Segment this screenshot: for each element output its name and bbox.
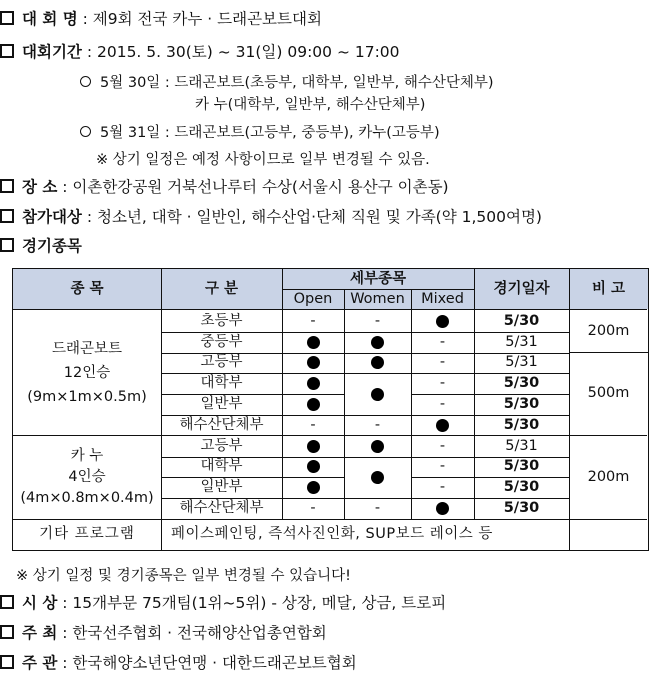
- group-dragonboat: [13, 311, 161, 435]
- divider: [344, 353, 411, 354]
- host-value: 한국선주협회 · 전국해양산업총연합회: [72, 624, 327, 642]
- filled-circle-icon: [371, 440, 384, 453]
- row-9-open: -: [310, 500, 316, 517]
- divider: [282, 332, 344, 333]
- filled-circle-icon: [371, 336, 384, 349]
- row-0-date: 5/30: [503, 312, 540, 329]
- checkbox-bullet: [0, 11, 14, 25]
- group-dragonboat-name: 드래곤보트: [51, 341, 123, 357]
- row-8-division: 일반부: [200, 479, 243, 496]
- divider: [161, 477, 282, 478]
- period-line: 대회기간 : 2015. 5. 30(토) ~ 31(일) 09:00 ~ 17:00: [0, 41, 400, 63]
- divider: [161, 498, 282, 499]
- checkbox-bullet: [0, 209, 14, 223]
- row-3-open: [282, 373, 344, 394]
- event-name-value: 제9회 전국 카누 · 드래곤보트대회: [92, 10, 322, 28]
- organizer-value: 한국해양소년단연맹 · 대한드래곤보트협회: [72, 654, 357, 672]
- row-4-date: 5/30: [503, 396, 540, 413]
- divider: [569, 269, 570, 550]
- row-5-mixed: [411, 415, 474, 436]
- schedule-day-1-date: 5월 30일: [100, 75, 161, 91]
- divider: [411, 289, 412, 519]
- row-2-open: [282, 353, 344, 374]
- divider: [282, 477, 344, 478]
- schedule-note: ※ 상기 일정은 예정 사항이므로 일부 변경될 수 있음.: [96, 152, 430, 168]
- row-0-division: 초등부: [200, 312, 243, 329]
- header-open: Open: [282, 289, 344, 309]
- organizer-label: 주 관: [22, 654, 58, 672]
- event-name-label: 대 회 명: [22, 10, 78, 28]
- divider: [282, 415, 344, 416]
- row-6-division: 고등부: [200, 437, 243, 454]
- event-name-line: 대 회 명 : 제9회 전국 카누 · 드래곤보트대회: [0, 8, 322, 30]
- row-1-open: [282, 332, 344, 353]
- row-0-women: -: [374, 312, 381, 329]
- divider: [161, 457, 282, 458]
- note-dragonboat-junior: 200m: [587, 323, 630, 339]
- row-6-mixed: -: [439, 437, 446, 454]
- divider: [411, 415, 569, 416]
- filled-circle-icon: [371, 388, 384, 401]
- row-6-women: [344, 436, 411, 457]
- divider: [411, 332, 569, 333]
- filled-circle-icon: [307, 440, 320, 453]
- divider: [411, 457, 569, 458]
- divider: [13, 309, 647, 310]
- row-2-date: 5/31: [505, 354, 538, 371]
- row-5-date: 5/30: [503, 416, 540, 433]
- row-1-division: 중등부: [200, 333, 243, 350]
- divider: [344, 457, 411, 458]
- participants-label: 참가대상: [22, 208, 82, 226]
- awards-label: 시 상: [22, 594, 58, 612]
- row-1-date: 5/31: [505, 333, 538, 350]
- divider: [282, 373, 344, 374]
- filled-circle-icon: [371, 356, 384, 369]
- venue-value: 이촌한강공원 거북선나루터 수상(서울시 용산구 이촌동): [72, 178, 449, 196]
- schedule-day-2-date: 5월 31일: [100, 125, 161, 141]
- divider: [569, 352, 648, 353]
- divider: [411, 477, 569, 478]
- note-dragonboat-senior: 500m: [587, 385, 630, 401]
- checkbox-bullet: [0, 179, 14, 193]
- group-canoe-size: (4m×0.8m×0.4m): [20, 489, 154, 506]
- checkbox-bullet: [0, 44, 14, 58]
- group-dragonboat-seats: 12인승: [63, 365, 111, 381]
- row-3-women: [344, 373, 411, 415]
- divider: [282, 394, 344, 395]
- row-1-mixed: -: [439, 333, 446, 350]
- awards-line: 시 상 : 15개부문 75개팀(1위~5위) - 상장, 메달, 상금, 트로피: [0, 592, 446, 614]
- header-women: Women: [344, 289, 411, 309]
- row-8-mixed: -: [439, 479, 446, 496]
- row-4-mixed: -: [439, 396, 446, 413]
- schedule-day-1: 5월 30일 : 드래곤보트(초등부, 대학부, 일반부, 해수산단체부): [80, 72, 494, 94]
- events-line: [0, 235, 82, 257]
- period-label: 대회기간: [22, 43, 82, 61]
- filled-circle-icon: [307, 398, 320, 411]
- checkbox-bullet: [0, 655, 14, 669]
- filled-circle-icon: [307, 336, 320, 349]
- row-5-open: -: [310, 416, 316, 433]
- divider: [161, 332, 282, 333]
- participants-line: 참가대상 : 청소년, 대학 · 일반인, 해수산업·단체 직원 및 가족(약 1,500여명): [0, 206, 542, 228]
- row-8-date: 5/30: [503, 479, 540, 496]
- row-7-open: [282, 457, 344, 478]
- row-6-date: 5/31: [505, 437, 538, 454]
- divider: [344, 373, 411, 374]
- divider: [344, 415, 411, 416]
- row-4-open: [282, 394, 344, 415]
- divider: [282, 498, 344, 499]
- row-7-mixed: -: [439, 458, 446, 475]
- divider: [282, 289, 474, 290]
- header-note: 비 고: [569, 269, 648, 309]
- divider: [161, 269, 162, 550]
- divider: [282, 269, 283, 519]
- checkbox-bullet: [0, 625, 14, 639]
- divider: [13, 435, 647, 436]
- filled-circle-icon: [307, 377, 320, 390]
- circle-bullet-icon: [80, 126, 91, 137]
- group-dragonboat-size: (9m×1m×0.5m): [27, 389, 147, 405]
- row-3-division: 대학부: [200, 375, 243, 392]
- row-7-division: 대학부: [200, 458, 243, 475]
- row-3-mixed: -: [439, 375, 446, 392]
- row-2-mixed: -: [439, 354, 446, 371]
- row-8-open: [282, 477, 344, 498]
- checkbox-bullet: [0, 595, 14, 609]
- divider: [474, 269, 475, 519]
- filled-circle-icon: [436, 502, 449, 515]
- row-9-mixed: [411, 498, 474, 519]
- schedule-day-1-line-2: 카 누(대학부, 일반부, 해수산단체부): [195, 97, 426, 113]
- filled-circle-icon: [436, 315, 449, 328]
- divider: [161, 415, 282, 416]
- period-value: 2015. 5. 30(토) ~ 31(일) 09:00 ~ 17:00: [96, 43, 400, 61]
- row-9-women: -: [374, 500, 381, 517]
- filled-circle-icon: [307, 356, 320, 369]
- divider: [411, 498, 569, 499]
- divider: [161, 353, 282, 354]
- divider: [411, 373, 569, 374]
- row-9-date: 5/30: [503, 500, 540, 517]
- filled-circle-icon: [307, 460, 320, 473]
- other-program-label: 기타 프로그램: [39, 526, 135, 542]
- row-0-open: -: [310, 312, 316, 329]
- row-0-mixed: [411, 311, 474, 332]
- row-2-division: 고등부: [200, 354, 243, 371]
- row-6-open: [282, 436, 344, 457]
- row-3-date: 5/30: [503, 375, 540, 392]
- row-2-women: [344, 353, 411, 374]
- schedule-day-1-line-1: 드래곤보트(초등부, 대학부, 일반부, 해수산단체부): [174, 75, 494, 91]
- divider: [344, 289, 345, 519]
- header-category: 종 목: [13, 269, 161, 309]
- host-line: 주 최 : 한국선주협회 · 전국해양산업총연합회: [0, 622, 327, 644]
- organizer-line: 주 관 : 한국해양소년단연맹 · 대한드래곤보트협회: [0, 652, 357, 674]
- divider: [411, 353, 569, 354]
- note-canoe: 200m: [587, 468, 630, 485]
- awards-value: 15개부문 75개팀(1위~5위) - 상장, 메달, 상금, 트로피: [72, 594, 447, 612]
- filled-circle-icon: [307, 481, 320, 494]
- header-division: 구 분: [161, 269, 282, 309]
- filled-circle-icon: [436, 419, 449, 432]
- row-7-date: 5/30: [503, 458, 540, 475]
- event-table: [12, 268, 649, 551]
- group-canoe-seats: 4인승: [68, 468, 106, 485]
- row-1-women: [344, 332, 411, 353]
- divider: [344, 332, 411, 333]
- circle-bullet-icon: [80, 76, 91, 87]
- footer-note: ※ 상기 일정 및 경기종목은 일부 변경될 수 있습니다!: [16, 568, 351, 584]
- row-5-women: -: [374, 416, 381, 433]
- group-canoe: [13, 435, 161, 519]
- row-7-women: [344, 457, 411, 499]
- host-label: 주 최: [22, 624, 58, 642]
- participants-value: 청소년, 대학 · 일반인, 해수산업·단체 직원 및 가족(약 1,500여명): [96, 208, 542, 226]
- venue-label: 장 소: [22, 178, 58, 196]
- divider: [282, 457, 344, 458]
- checkbox-bullet: [0, 238, 14, 252]
- header-mixed: Mixed: [411, 289, 474, 309]
- venue-line: 장 소 : 이촌한강공원 거북선나루터 수상(서울시 용산구 이촌동): [0, 176, 449, 198]
- divider: [161, 373, 282, 374]
- divider: [13, 519, 647, 520]
- divider: [344, 498, 411, 499]
- schedule-day-2: 5월 31일 : 드래곤보트(고등부, 중등부), 카누(고등부): [80, 122, 440, 144]
- divider: [282, 353, 344, 354]
- header-sub-events: 세부종목: [282, 269, 474, 289]
- row-9-division: 해수산단체부: [179, 500, 264, 517]
- divider: [411, 394, 569, 395]
- header-date: 경기일자: [474, 269, 569, 309]
- other-program-value: 페이스페인팅, 즉석사진인화, SUP보드 레이스 등: [171, 526, 493, 542]
- row-5-division: 해수산단체부: [179, 416, 264, 433]
- group-canoe-name: 카 누: [70, 447, 104, 464]
- events-label: 경기종목: [22, 237, 82, 255]
- divider: [161, 394, 282, 395]
- schedule-day-2-line-1: 드래곤보트(고등부, 중등부), 카누(고등부): [174, 125, 440, 141]
- row-4-division: 일반부: [200, 396, 243, 413]
- filled-circle-icon: [371, 471, 384, 484]
